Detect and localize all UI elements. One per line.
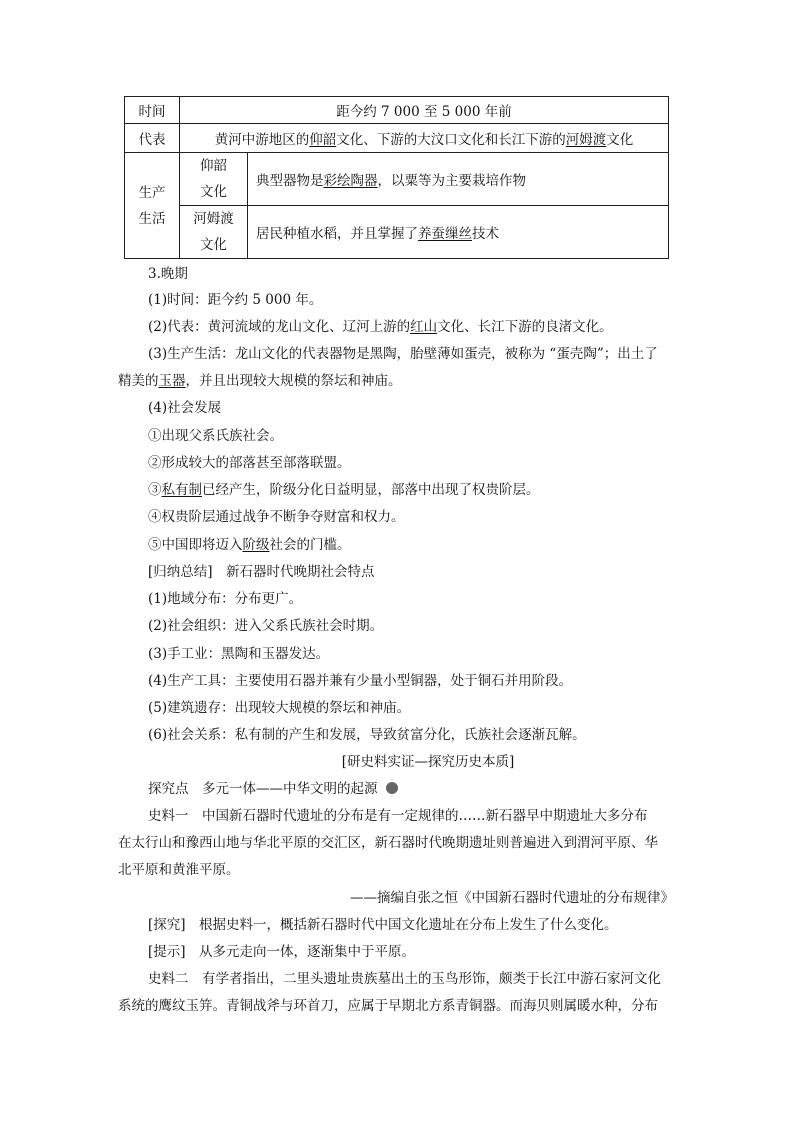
text-span: 已经产生，阶级分化日益明显，部落中出现了权贵阶层。 [202,482,540,498]
text-span: 居民种植水稻，并且掌握了 [256,226,418,242]
development-item [148,535,351,555]
text-span: 黄河中游地区的 [214,132,310,148]
underlined-term: 红山 [410,319,438,335]
late-time: (1)时间：距今约 5 000 年。 [148,292,323,308]
culture-table [124,96,669,259]
text-span: (2)代表：黄河流域的龙山文化、辽河上游的 [148,319,411,335]
underlined-term: 养蚕缫丝 [418,226,472,242]
table-row [125,97,669,124]
material-one-line1: 史料一 中国新石器时代遗址的分布是有一定规律的……新石器早中期遗址大多分布 [148,808,648,824]
late-life-line2 [118,371,402,391]
text-span: 典型器物是 [256,173,324,189]
development-item: ②形成较大的部落甚至部落联盟。 [148,455,351,471]
hemudu-description [248,206,669,259]
underlined-term: 河姆渡 [565,132,607,148]
label-line: 生活 [138,210,166,227]
row-label-time: 时间 [125,97,180,124]
sub-label-yangshao [180,153,248,206]
summary-item: (5)建筑遗存：出现较大规模的祭坛和神庙。 [148,700,411,716]
text-span: 社会的门槛。 [269,537,351,553]
label-line: 文化 [200,184,227,200]
text-span: 文化、下游的大汶口文化和长江下游的 [336,132,566,148]
representative-value [180,124,669,153]
research-banner: [研史料实证—探究历史本质] [341,754,515,770]
exploration-point [148,779,398,799]
text-span: 精美的 [118,373,159,389]
late-life-line1: (3)生产生活：龙山文化的代表器物是黑陶，胎壁薄如蛋壳，被称为 “蛋壳陶”；出土了 [148,346,658,362]
table-row [125,124,669,153]
table-row [125,153,669,206]
social-development-heading: (4)社会发展 [148,400,222,416]
summary-item: (2)社会组织：进入父系氏族社会时期。 [148,618,384,634]
sub-label-hemudu [180,206,248,259]
underlined-term: 私有制 [161,482,202,498]
explore-question: [探究] 根据史料一，概括新石器时代中国文化遗址在分布上发生了什么变化。 [148,917,618,933]
text-span: 文化 [606,132,634,148]
yangshao-description [248,153,669,206]
late-representative [148,317,613,337]
summary-item: (6)社会关系：私有制的产生和发展，导致贫富分化，氏族社会逐渐瓦解。 [148,727,586,743]
row-label-representative: 代表 [125,124,180,153]
material-two-line1: 史料二 有学者指出，二里头遗址贵族墓出土的玉鸟形饰，颇类于长江中游石家河文化 [148,971,661,987]
text-span: ，以粟等为主要栽培作物 [377,173,526,189]
explore-hint: [提示] 从多元走向一体，逐渐集中于平原。 [148,944,416,960]
row-label-production [125,153,180,259]
underlined-term: 阶级 [242,537,270,553]
label-line: 文化 [200,237,227,253]
text-span: ⑤中国即将迈入 [148,537,243,553]
text-span: ③ [148,482,162,498]
summary-item: (3)手工业：黑陶和玉器发达。 [148,646,330,662]
underlined-term: 仰韶 [309,132,337,148]
audio-dot-icon [386,782,398,794]
text-span: 探究点 多元一体——中华文明的起源 [148,781,378,797]
summary-heading: [归纳总结] 新石器时代晚期社会特点 [148,564,375,580]
late-period-heading: 3.晚期 [148,266,188,282]
text-span: 文化、长江下游的良渚文化。 [437,319,613,335]
material-one-line3: 北平原和黄淮平原。 [118,862,240,878]
underlined-term: 彩绘陶器 [323,173,378,189]
material-one-source: ——摘编自张之恒《中国新石器时代遗址的分布规律》 [350,890,674,906]
development-item: ①出现父系氏族社会。 [148,428,283,444]
summary-item: (1)地域分布：分布更广。 [148,591,303,607]
label-line: 河姆渡 [193,211,234,227]
time-value: 距今约 7 000 至 5 000 年前 [180,97,669,124]
development-item: ④权贵阶层通过战争不断争夺财富和权力。 [148,509,405,525]
summary-item: (4)生产工具：主要使用石器并兼有少量小型铜器，处于铜石并用阶段。 [148,673,573,689]
label-line: 生产 [138,184,166,201]
text-span: 技术 [472,226,499,242]
text-span: ，并且出现较大规模的祭坛和神庙。 [185,373,402,389]
label-line: 仰韶 [200,158,227,174]
table-row [125,206,669,259]
underlined-term: 玉器 [158,373,186,389]
development-item [148,480,540,500]
material-one-line2: 在太行山和豫西山地与华北平原的交汇区，新石器时代晚期遗址则普遍进入到渭河平原、华 [118,835,658,851]
material-two-line2: 系统的鹰纹玉笄。青铜战斧与环首刀，应属于早期北方系青铜器。而海贝则属暖水种，分布 [118,998,658,1014]
